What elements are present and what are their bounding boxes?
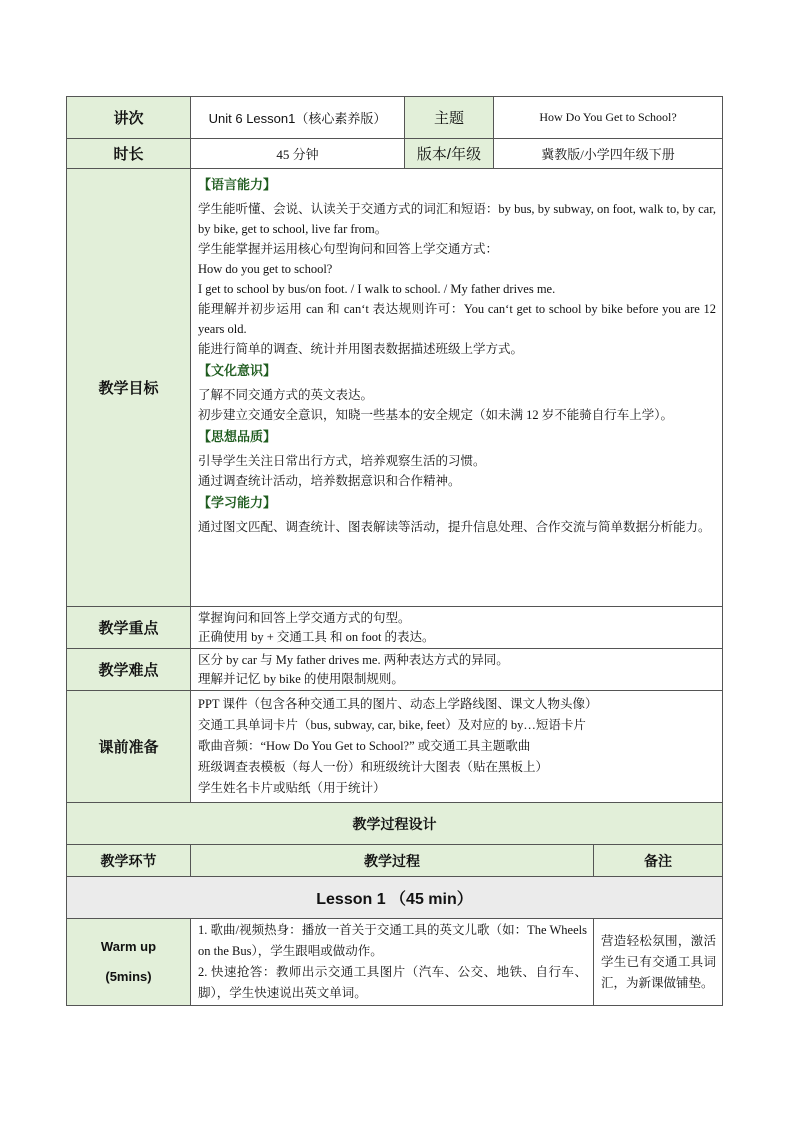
preparation-label: 课前准备 bbox=[67, 691, 191, 803]
edition-value: 冀教版/小学四年级下册 bbox=[494, 139, 723, 169]
goal-line: 通过调查统计活动，培养数据意识和合作精神。 bbox=[198, 474, 461, 488]
header-row-2 bbox=[67, 139, 723, 169]
step-line: 2. 快速抢答：教师出示交通工具图片（汽车、公交、地铁、自行车、脚），学生快速说出英文单词。 bbox=[198, 965, 587, 1000]
goals-row bbox=[67, 169, 723, 607]
goal-heading-language: 【语言能力】 bbox=[198, 177, 277, 192]
goal-line: 学生能掌握并运用核心句型询问和回答上学交通方式： bbox=[198, 242, 499, 256]
difficulties-row bbox=[67, 649, 723, 691]
difficulty-line: 区分 by car 与 My father drives me. 两种表达方式的异同。 bbox=[198, 652, 509, 667]
key-points-label: 教学重点 bbox=[67, 607, 191, 649]
preparation-line: 交通工具单词卡片（bus, subway, car, bike, feet）及对应的 by…短语卡片 bbox=[198, 718, 586, 732]
lesson-label: 讲次 bbox=[67, 97, 191, 139]
process-title: 教学过程设计 bbox=[67, 803, 723, 845]
difficulties-content bbox=[191, 649, 723, 691]
lesson-value: Unit 6 Lesson1（核心素养版） bbox=[191, 97, 405, 139]
duration-label: 时长 bbox=[67, 139, 191, 169]
process-title-row bbox=[67, 803, 723, 845]
edition-label: 版本/年级 bbox=[405, 139, 494, 169]
col-process-header: 教学过程 bbox=[191, 845, 594, 877]
topic-value: How Do You Get to School? bbox=[494, 97, 723, 139]
goal-line: 初步建立交通安全意识，知晓一些基本的安全规定（如未满 12 岁不能骑自行车上学）。 bbox=[198, 408, 674, 422]
difficulty-line: 理解并记忆 by bike 的使用限制规则。 bbox=[198, 671, 404, 686]
topic-label: 主题 bbox=[405, 97, 494, 139]
goal-heading-thinking: 【思想品质】 bbox=[198, 429, 277, 444]
goal-heading-learning: 【学习能力】 bbox=[198, 495, 277, 510]
goal-line: 了解不同交通方式的英文表达。 bbox=[198, 388, 374, 402]
lesson-title-row bbox=[67, 877, 723, 919]
preparation-row bbox=[67, 691, 723, 803]
preparation-line: 班级调查表模板（每人一份）和班级统计大图表（贴在黑板上） bbox=[198, 760, 549, 774]
goals-content bbox=[191, 169, 723, 607]
process-header-row bbox=[67, 845, 723, 877]
step-cell bbox=[191, 919, 594, 1006]
col-stage-header: 教学环节 bbox=[67, 845, 191, 877]
goal-line: 能进行简单的调查、统计并用图表数据描述班级上学方式。 bbox=[198, 342, 524, 356]
duration-value: 45 分钟 bbox=[191, 139, 405, 169]
lesson-plan-table bbox=[66, 96, 723, 1006]
preparation-content bbox=[191, 691, 723, 803]
goal-line: 引导学生关注日常出行方式，培养观察生活的习惯。 bbox=[198, 454, 486, 468]
lesson-title: Lesson 1 （45 min） bbox=[67, 877, 723, 919]
goal-line: 通过图文匹配、调查统计、图表解读等活动，提升信息处理、合作交流与简单数据分析能力。 bbox=[198, 520, 711, 534]
difficulties-label: 教学难点 bbox=[67, 649, 191, 691]
preparation-line: 歌曲音频：“How Do You Get to School?” 或交通工具主题歌曲 bbox=[198, 739, 531, 753]
goal-line: How do you get to school? bbox=[198, 262, 333, 276]
goals-label: 教学目标 bbox=[67, 169, 191, 607]
goal-line: 能理解并初步运用 can 和 can‘t 表达规则许可：You can‘t get to school by bike before you are 12 years old. bbox=[198, 302, 716, 336]
col-notes-header: 备注 bbox=[594, 845, 723, 877]
stage-cell bbox=[67, 919, 191, 1006]
goal-line: I get to school by bus/on foot. / I walk to school. / My father drives me. bbox=[198, 282, 556, 296]
key-point-line: 正确使用 by + 交通工具 和 on foot 的表达。 bbox=[198, 629, 435, 644]
key-points-row bbox=[67, 607, 723, 649]
goal-heading-culture: 【文化意识】 bbox=[198, 363, 277, 378]
header-row-1 bbox=[67, 97, 723, 139]
stage-name: Warm up bbox=[100, 939, 157, 954]
step-line: 1. 歌曲/视频热身：播放一首关于交通工具的英文儿歌（如：The Wheels on the Bus），学生跟唱或做动作。 bbox=[198, 923, 587, 958]
goal-line: 学生能听懂、会说、认读关于交通方式的词汇和短语：by bus, by subway, on foot, walk to, by car, by bike, get to school, live far from。 bbox=[198, 202, 716, 236]
preparation-line: 学生姓名卡片或贴纸（用于统计） bbox=[198, 781, 386, 795]
process-row-warmup bbox=[67, 919, 723, 1006]
stage-time: (5mins) bbox=[105, 969, 152, 984]
key-points-content bbox=[191, 607, 723, 649]
key-point-line: 掌握询问和回答上学交通方式的句型。 bbox=[198, 610, 411, 625]
preparation-line: PPT 课件（包含各种交通工具的图片、动态上学路线图、课文人物头像） bbox=[198, 697, 598, 711]
lesson-plan-page bbox=[66, 96, 722, 1006]
note-cell: 营造轻松氛围，激活学生已有交通工具词汇，为新课做铺垫。 bbox=[594, 919, 723, 1006]
